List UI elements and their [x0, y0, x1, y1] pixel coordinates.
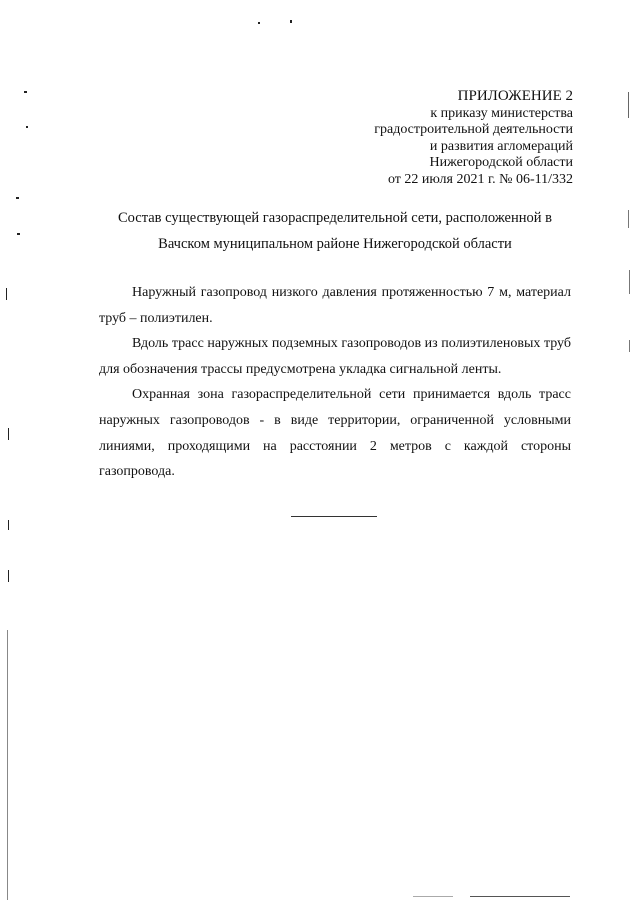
approval-header [374, 88, 573, 188]
scan-border-mark [628, 210, 629, 228]
title-line-2: Вачском муниципальном районе Нижегородской области [158, 236, 512, 252]
scan-border-mark [628, 92, 629, 118]
scan-border-mark [8, 570, 9, 582]
scan-border-mark [8, 520, 9, 530]
document-title [100, 205, 570, 257]
scan-speck [258, 22, 260, 24]
header-line: к приказу министерства [430, 106, 573, 121]
header-line: и развития агломераций [429, 138, 573, 154]
end-of-text-rule [291, 516, 377, 517]
header-line: градостроительной деятельности [374, 122, 573, 138]
scan-speck [17, 233, 20, 235]
body-paragraph: Охранная зона газораспределительной сети принимается вдоль трасс наружных газопроводов - в виде территории, ограниченной условными линиями, проходящими на расстоянии 2 метров с каждой стороны газопровода. [99, 387, 571, 480]
scan-border-mark [6, 288, 7, 300]
scan-bottom-line [413, 896, 453, 897]
scan-border-mark [629, 270, 630, 294]
scan-speck [24, 91, 27, 93]
scan-speck [16, 197, 19, 199]
scan-speck [26, 126, 28, 128]
scan-bottom-line [470, 896, 570, 897]
appendix-title: ПРИЛОЖЕНИЕ 2 [457, 88, 573, 104]
body-paragraph: Наружный газопровод низкого давления протяженностью 7 м, материал труб – полиэтилен. [99, 285, 571, 326]
header-line: от 22 июля 2021 г. № 06-11/332 [387, 171, 573, 187]
scan-border-mark [629, 340, 630, 352]
title-line-1: Состав существующей газораспределительной сети, расположенной в [118, 210, 552, 226]
header-line: Нижегородской области [429, 155, 573, 171]
scan-border-mark [7, 630, 8, 900]
scan-speck [290, 20, 292, 23]
body-paragraph: Вдоль трасс наружных подземных газопроводов из полиэтиленовых труб для обозначения трассы предусмотрена укладка сигнальной ленты. [99, 336, 571, 377]
document-body [99, 280, 571, 485]
scan-border-mark [8, 428, 9, 440]
